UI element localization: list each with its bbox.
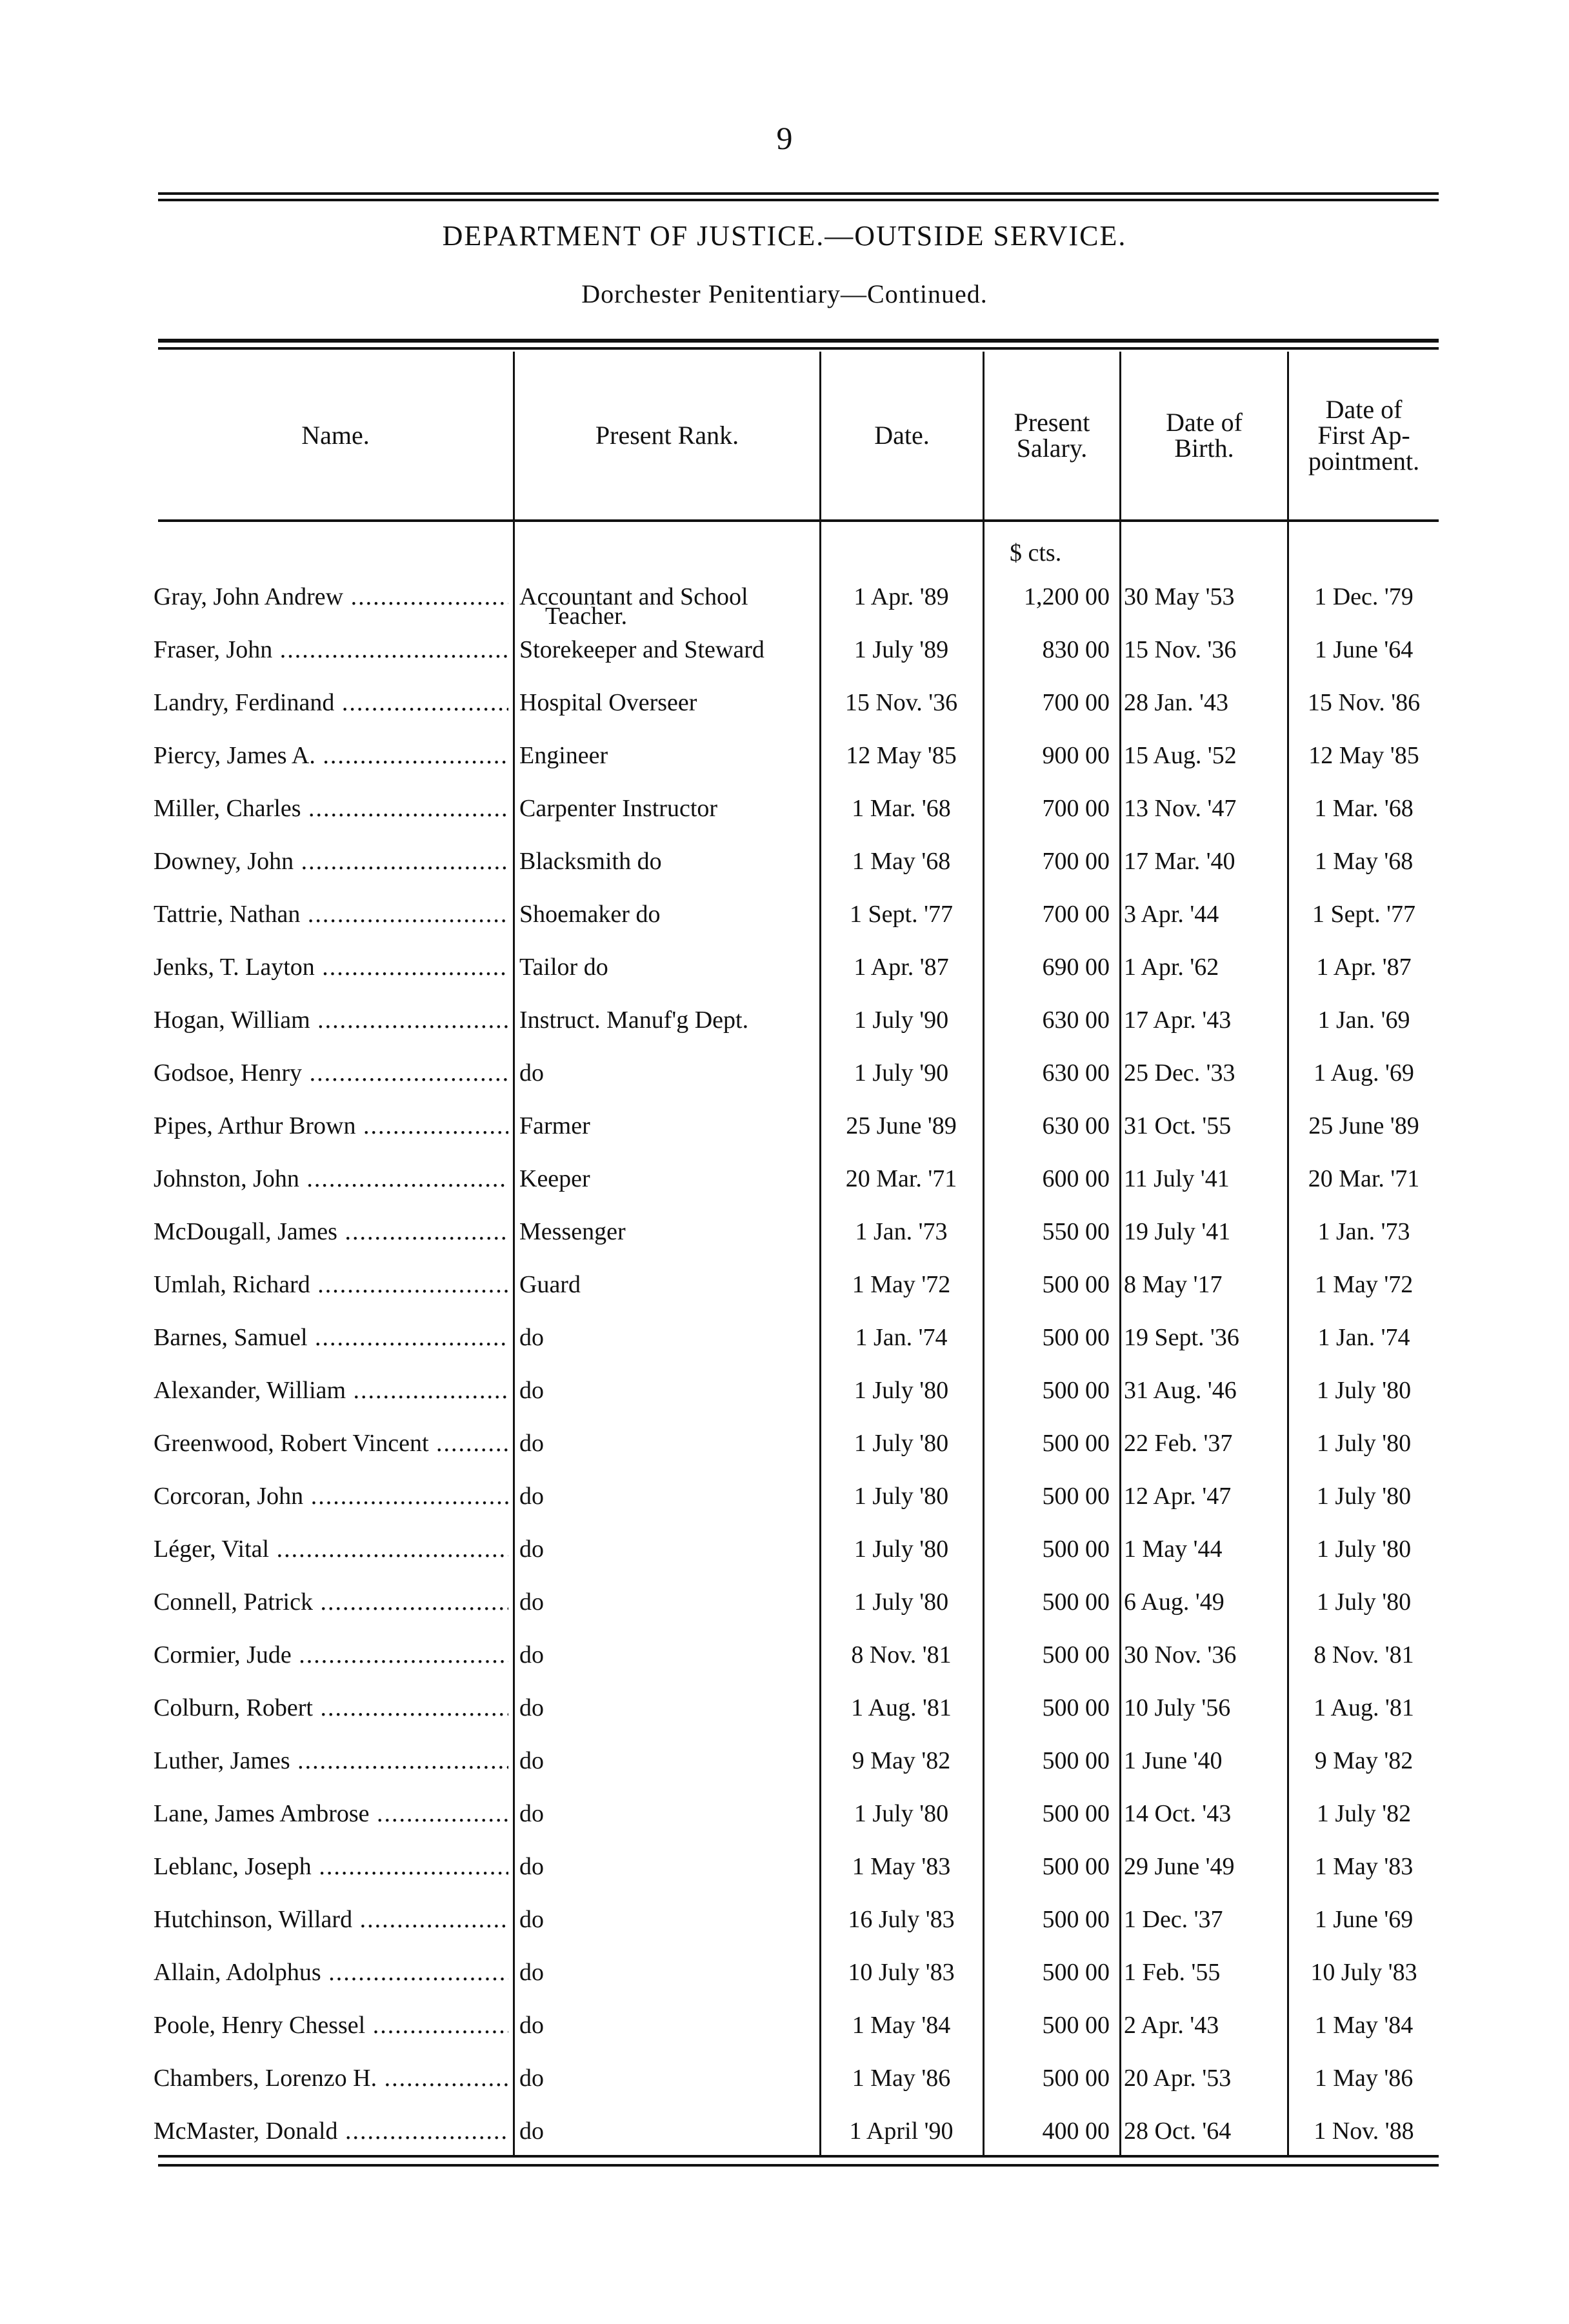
date-of-birth: 19 Sept. '36 [1124, 1324, 1239, 1351]
rank-date: 1 May '86 [852, 2065, 951, 2092]
present-salary: 1,200 00 [1024, 583, 1110, 610]
first-appointment-date: 1 July '82 [1316, 1800, 1412, 1827]
date-of-birth: 8 May '17 [1124, 1271, 1223, 1298]
table-row [0, 836, 1569, 888]
present-salary: 500 00 [1042, 1377, 1110, 1404]
employee-name: Poole, Henry Chessel ..... [154, 2011, 508, 2039]
rank-date: 25 June '89 [846, 1112, 957, 1139]
table-row [0, 1999, 1569, 2052]
employee-name: Allain, Adolphus ..... [154, 1958, 508, 1987]
rank-date: 1 July '80 [854, 1377, 949, 1404]
table-row [0, 941, 1569, 994]
rank-date: 20 Mar. '71 [845, 1165, 957, 1192]
present-rank: Keeper [519, 1165, 590, 1192]
date-of-birth: 29 June '49 [1124, 1853, 1235, 1880]
present-salary: 630 00 [1042, 1059, 1110, 1087]
rank-date: 1 July '89 [854, 636, 949, 663]
employee-name: Leblanc, Joseph ..... [154, 1852, 508, 1881]
date-of-birth: 15 Nov. '36 [1124, 636, 1237, 663]
rank-date: 1 Apr. '87 [854, 954, 949, 981]
page-title: DEPARTMENT OF JUSTICE.—OUTSIDE SERVICE. [442, 220, 1127, 252]
date-of-birth: 30 May '53 [1124, 583, 1235, 610]
present-rank: Instruct. Manuf'g Dept. [519, 1007, 749, 1034]
present-salary: 700 00 [1042, 689, 1110, 716]
rank-date: 15 Nov. '36 [844, 689, 958, 716]
present-salary: 550 00 [1042, 1218, 1110, 1245]
rank-date: 1 July '80 [854, 1800, 949, 1827]
date-of-birth: 1 June '40 [1124, 1747, 1223, 1774]
present-salary: 500 00 [1042, 1800, 1110, 1827]
present-salary: 500 00 [1042, 1588, 1110, 1616]
employee-name: Connell, Patrick ..... [154, 1588, 508, 1616]
page-number: 9 [776, 120, 793, 156]
first-appointment-date: 1 Mar. '68 [1314, 795, 1414, 822]
present-rank: do [519, 1588, 544, 1616]
first-appointment-date: 1 July '80 [1316, 1536, 1412, 1563]
table-row [0, 1841, 1569, 1894]
first-appointment-date: 1 Jan. '69 [1317, 1007, 1410, 1034]
rank-date: 1 Aug. '81 [851, 1694, 952, 1721]
present-salary: 500 00 [1042, 1641, 1110, 1668]
present-salary: 500 00 [1042, 2065, 1110, 2092]
employee-name: Miller, Charles ..... [154, 794, 508, 823]
first-appointment-date: 1 Nov. '88 [1314, 2118, 1414, 2145]
date-of-birth: 3 Apr. '44 [1124, 901, 1219, 928]
date-of-birth: 31 Oct. '55 [1124, 1112, 1232, 1139]
table-row [0, 2052, 1569, 2105]
table-row [0, 1470, 1569, 1523]
header-rank: Present Rank. [595, 421, 739, 450]
first-appointment-date: 1 July '80 [1316, 1483, 1412, 1510]
rank-date: 8 Nov. '81 [851, 1641, 952, 1668]
present-rank-continuation: Teacher. [545, 603, 628, 630]
table-row [0, 730, 1569, 783]
table-row [0, 994, 1569, 1047]
date-of-birth: 19 July '41 [1124, 1218, 1231, 1245]
date-of-birth: 10 July '56 [1124, 1694, 1231, 1721]
present-rank: do [519, 1483, 544, 1510]
table-row [0, 1365, 1569, 1417]
employee-name: Pipes, Arthur Brown ..... [154, 1112, 508, 1140]
present-rank: do [519, 2012, 544, 2039]
header-first-appointment: Date of First Ap- pointment. [1308, 395, 1420, 476]
present-rank: do [519, 1324, 544, 1351]
present-rank: do [519, 2118, 544, 2145]
present-salary: 500 00 [1042, 1430, 1110, 1457]
present-rank: do [519, 1800, 544, 1827]
salary-units-label: $ cts. [1010, 539, 1062, 566]
table-row [0, 1682, 1569, 1735]
first-appointment-date: 12 May '85 [1308, 742, 1419, 769]
employee-name: Tattrie, Nathan ..... [154, 900, 508, 928]
table-row [0, 1047, 1569, 1100]
employee-name: Cormier, Jude ..... [154, 1641, 508, 1669]
table-row [0, 571, 1569, 630]
page-subtitle: Dorchester Penitentiary—Continued. [581, 279, 988, 308]
present-rank: do [519, 1641, 544, 1668]
table-row [0, 1576, 1569, 1629]
rank-date: 1 Sept. '77 [850, 901, 953, 928]
rank-date: 1 May '72 [852, 1271, 951, 1298]
date-of-birth: 11 July '41 [1124, 1165, 1230, 1192]
first-appointment-date: 1 May '68 [1314, 848, 1414, 875]
date-of-birth: 17 Apr. '43 [1124, 1007, 1232, 1034]
first-appointment-date: 1 Jan. '73 [1317, 1218, 1410, 1245]
table-row [0, 1259, 1569, 1312]
present-salary: 700 00 [1042, 901, 1110, 928]
present-salary: 500 00 [1042, 1906, 1110, 1933]
date-of-birth: 25 Dec. '33 [1124, 1059, 1235, 1087]
present-salary: 500 00 [1042, 1324, 1110, 1351]
first-appointment-date: 10 July '83 [1310, 1959, 1417, 1986]
table-row [0, 1523, 1569, 1576]
present-rank: do [519, 1536, 544, 1563]
present-salary: 500 00 [1042, 1694, 1110, 1721]
rank-date: 1 July '90 [854, 1059, 949, 1087]
employee-name: Luther, James ..... [154, 1747, 508, 1775]
employee-name: Lane, James Ambrose ..... [154, 1799, 508, 1828]
first-appointment-date: 1 Aug. '81 [1314, 1694, 1414, 1721]
employee-name: Greenwood, Robert Vincent ..... [154, 1429, 508, 1458]
rank-date: 1 Mar. '68 [852, 795, 951, 822]
employee-name: Landry, Ferdinand ..... [154, 688, 508, 717]
employee-name: Fraser, John ..... [154, 636, 508, 664]
employee-name: Colburn, Robert ..... [154, 1694, 508, 1722]
first-appointment-date: 1 Apr. '87 [1316, 954, 1412, 981]
employee-name: Downey, John ..... [154, 847, 508, 876]
first-appointment-date: 1 Jan. '74 [1317, 1324, 1410, 1351]
present-salary: 700 00 [1042, 795, 1110, 822]
present-rank: Guard [519, 1271, 581, 1298]
rank-date: 1 Jan. '73 [855, 1218, 948, 1245]
present-rank: Tailor do [519, 954, 608, 981]
employee-name: Chambers, Lorenzo H. ..... [154, 2064, 508, 2092]
table-row [0, 2105, 1569, 2158]
table-row [0, 1788, 1569, 1841]
first-appointment-date: 25 June '89 [1308, 1112, 1419, 1139]
header-name: Name. [301, 421, 370, 450]
present-salary: 830 00 [1042, 636, 1110, 663]
table-row [0, 1153, 1569, 1206]
present-rank: do [519, 1059, 544, 1087]
date-of-birth: 6 Aug. '49 [1124, 1588, 1224, 1616]
first-appointment-date: 1 May '72 [1314, 1271, 1414, 1298]
present-salary: 700 00 [1042, 848, 1110, 875]
rank-date: 1 May '84 [852, 2012, 951, 2039]
date-of-birth: 15 Aug. '52 [1124, 742, 1237, 769]
table-row [0, 1735, 1569, 1788]
employee-name: Johnston, John ..... [154, 1165, 508, 1193]
rank-date: 1 April '90 [849, 2118, 954, 2145]
table-row [0, 1206, 1569, 1259]
rank-date: 12 May '85 [846, 742, 957, 769]
date-of-birth: 13 Nov. '47 [1124, 795, 1237, 822]
employee-name: Barnes, Samuel ..... [154, 1323, 508, 1352]
employee-name: Léger, Vital ..... [154, 1535, 508, 1563]
present-rank: Shoemaker do [519, 901, 661, 928]
present-salary: 500 00 [1042, 1959, 1110, 1986]
rank-date: 1 May '83 [852, 1853, 951, 1880]
rank-date: 1 Apr. '89 [854, 583, 949, 610]
rank-date: 1 July '80 [854, 1536, 949, 1563]
present-salary: 630 00 [1042, 1007, 1110, 1034]
rank-date: 1 July '90 [854, 1007, 949, 1034]
present-salary: 600 00 [1042, 1165, 1110, 1192]
rank-date: 1 July '80 [854, 1588, 949, 1616]
date-of-birth: 1 Apr. '62 [1124, 954, 1219, 981]
date-of-birth: 31 Aug. '46 [1124, 1377, 1237, 1404]
present-salary: 500 00 [1042, 1536, 1110, 1563]
present-rank: do [519, 1959, 544, 1986]
employee-name: Hutchinson, Willard ..... [154, 1905, 508, 1934]
date-of-birth: 14 Oct. '43 [1124, 1800, 1232, 1827]
first-appointment-date: 15 Nov. '86 [1307, 689, 1421, 716]
present-rank: Engineer [519, 742, 608, 769]
first-appointment-date: 1 July '80 [1316, 1588, 1412, 1616]
table-row [0, 1100, 1569, 1153]
rank-date: 1 Jan. '74 [855, 1324, 948, 1351]
first-appointment-date: 1 Sept. '77 [1312, 901, 1415, 928]
present-rank: do [519, 1853, 544, 1880]
present-salary: 630 00 [1042, 1112, 1110, 1139]
date-of-birth: 2 Apr. '43 [1124, 2012, 1219, 2039]
table-row [0, 677, 1569, 730]
date-of-birth: 20 Apr. '53 [1124, 2065, 1232, 2092]
rank-date: 1 July '80 [854, 1430, 949, 1457]
employee-name: Piercy, James A. ..... [154, 741, 508, 770]
present-salary: 500 00 [1042, 1853, 1110, 1880]
present-salary: 500 00 [1042, 1271, 1110, 1298]
employee-name: Gray, John Andrew ..... [154, 583, 508, 611]
date-of-birth: 28 Jan. '43 [1124, 689, 1229, 716]
date-of-birth: 22 Feb. '37 [1124, 1430, 1233, 1457]
present-rank: Carpenter Instructor [519, 795, 718, 822]
date-of-birth: 12 Apr. '47 [1124, 1483, 1232, 1510]
present-rank: Accountant and School [519, 583, 748, 610]
date-of-birth: 17 Mar. '40 [1124, 848, 1235, 875]
first-appointment-date: 1 May '86 [1314, 2065, 1414, 2092]
present-rank: do [519, 2065, 544, 2092]
date-of-birth: 30 Nov. '36 [1124, 1641, 1237, 1668]
employee-name: Umlah, Richard ..... [154, 1270, 508, 1299]
present-rank: Hospital Overseer [519, 689, 697, 716]
first-appointment-date: 1 May '84 [1314, 2012, 1414, 2039]
rank-date: 1 July '80 [854, 1483, 949, 1510]
first-appointment-date: 9 May '82 [1314, 1747, 1414, 1774]
table-row [0, 1312, 1569, 1365]
present-salary: 500 00 [1042, 1483, 1110, 1510]
present-salary: 690 00 [1042, 954, 1110, 981]
table-row [0, 624, 1569, 677]
present-rank: do [519, 1747, 544, 1774]
header-date: Date. [874, 421, 930, 450]
present-rank: do [519, 1430, 544, 1457]
date-of-birth: 1 Dec. '37 [1124, 1906, 1223, 1933]
date-of-birth: 28 Oct. '64 [1124, 2118, 1232, 2145]
table-row [0, 1417, 1569, 1470]
first-appointment-date: 1 June '69 [1314, 1906, 1414, 1933]
table-row [0, 1629, 1569, 1682]
present-rank: Messenger [519, 1218, 626, 1245]
header-salary: Present Salary. [1014, 408, 1090, 463]
first-appointment-date: 20 Mar. '71 [1308, 1165, 1420, 1192]
rank-date: 1 May '68 [852, 848, 951, 875]
rank-date: 9 May '82 [852, 1747, 951, 1774]
first-appointment-date: 1 May '83 [1314, 1853, 1414, 1880]
present-salary: 400 00 [1042, 2118, 1110, 2145]
header-birth: Date of Birth. [1166, 408, 1243, 463]
present-salary: 500 00 [1042, 2012, 1110, 2039]
present-rank: do [519, 1694, 544, 1721]
employee-name: Godsoe, Henry ..... [154, 1059, 508, 1087]
first-appointment-date: 1 July '80 [1316, 1430, 1412, 1457]
employee-name: Corcoran, John ..... [154, 1482, 508, 1510]
employee-name: McDougall, James ..... [154, 1217, 508, 1246]
first-appointment-date: 1 Dec. '79 [1314, 583, 1414, 610]
employee-name: Alexander, William ..... [154, 1376, 508, 1405]
present-rank: do [519, 1906, 544, 1933]
present-rank: do [519, 1377, 544, 1404]
employee-name: McMaster, Donald ..... [154, 2117, 508, 2145]
table-row [0, 888, 1569, 941]
table-row [0, 1947, 1569, 1999]
present-rank: Blacksmith do [519, 848, 662, 875]
date-of-birth: 1 May '44 [1124, 1536, 1223, 1563]
table-row [0, 783, 1569, 836]
first-appointment-date: 1 June '64 [1314, 636, 1414, 663]
rank-date: 10 July '83 [848, 1959, 955, 1986]
first-appointment-date: 1 July '80 [1316, 1377, 1412, 1404]
employee-name: Hogan, William ..... [154, 1006, 508, 1034]
date-of-birth: 1 Feb. '55 [1124, 1959, 1221, 1986]
rank-date: 16 July '83 [848, 1906, 955, 1933]
first-appointment-date: 1 Aug. '69 [1314, 1059, 1414, 1087]
present-rank: Farmer [519, 1112, 590, 1139]
employee-name: Jenks, T. Layton ..... [154, 953, 508, 981]
present-rank: Storekeeper and Steward [519, 636, 765, 663]
first-appointment-date: 8 Nov. '81 [1314, 1641, 1414, 1668]
present-salary: 900 00 [1042, 742, 1110, 769]
present-salary: 500 00 [1042, 1747, 1110, 1774]
table-row [0, 1894, 1569, 1947]
